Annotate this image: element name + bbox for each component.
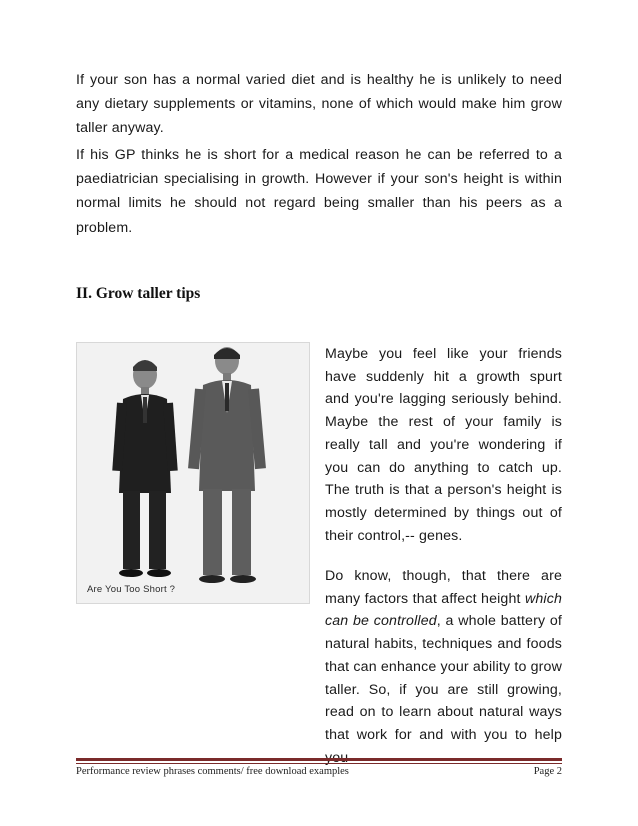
column-paragraph-1: Maybe you feel like your friends have suddenly hit a growth spurt and you're lagging seriously behind. Maybe the rest of your family is really tall and you're wondering if you can do anything to catch up. The truth is that a person's height is mostly determined by things out of their control,-- genes. [325, 346, 562, 544]
page-number: Page 2 [533, 766, 562, 777]
column-paragraph-2-start: Do know, though, that there are many factors that affect height [325, 568, 562, 607]
footer-rule-thin [76, 763, 562, 764]
section-heading: II. Grow taller tips [76, 285, 201, 302]
footer-title: Performance review phrases comments/ free download examples [76, 766, 349, 777]
column-paragraph-2-end: , a whole battery of natural habits, techniques and foods that can enhance your ability to grow taller. So, if you are still growing, read on to learn about natural ways that work for and with you to help [325, 613, 562, 743]
photo-illustration [77, 343, 309, 603]
column-paragraph-2-emphasis: which can be controlled [325, 590, 562, 630]
photo-caption: Are You Too Short ? [87, 584, 176, 595]
column-paragraph-2 [325, 565, 562, 769]
photo-two-men [76, 342, 310, 604]
body-paragraph-2: If his GP thinks he is short for a medical reason he can be referred to a paediatrician specialising in growth. However if your son's height is within normal limits he should not regard being smaller than his peers as a problem. [76, 147, 562, 236]
body-paragraph-1: If your son has a normal varied diet and is healthy he is unlikely to need any dietary supplements or vitamins, none of which would make him grow taller anyway. [76, 72, 562, 137]
footer-rule-thick [76, 758, 562, 761]
